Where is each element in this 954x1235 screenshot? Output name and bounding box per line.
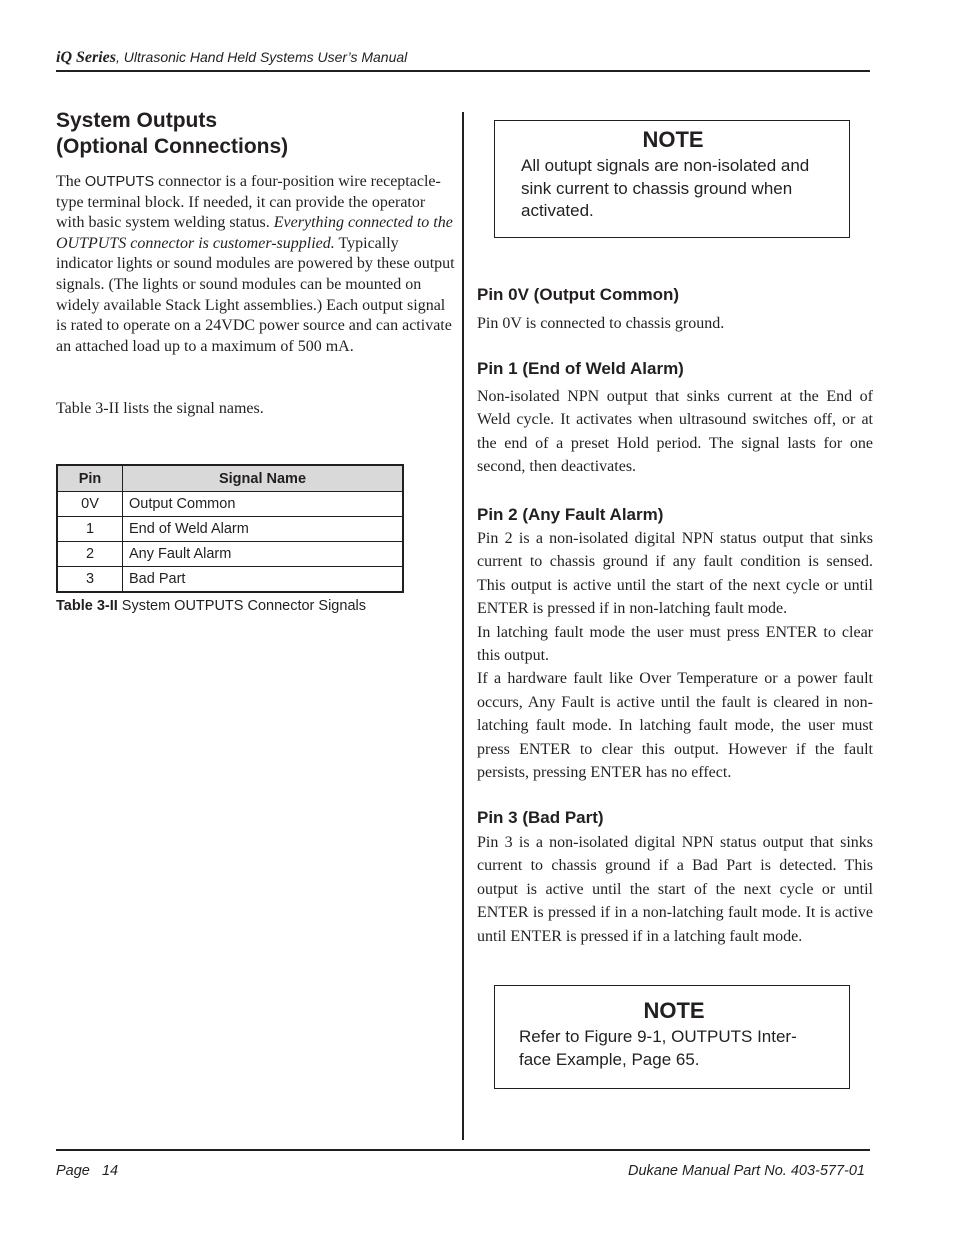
intro-italic: Everything connected to the OUTPUTS connector is customer-supplied. (56, 214, 453, 252)
note-body-line2: face Example, Page 65. (519, 1049, 700, 1069)
footer-rule (56, 1149, 870, 1151)
signal-cell: Bad Part (123, 567, 404, 593)
section-title-line2: (Optional Connections) (56, 135, 289, 158)
section-title (56, 108, 288, 160)
pin2-text (477, 527, 873, 784)
series-brand: iQ Series (56, 49, 116, 66)
signal-cell: Output Common (123, 492, 404, 517)
pin2-para1: Pin 2 is a non-isolated digital NPN status output that sinks current to chassis ground if any fault condition is sensed. This output is active until the start of the next cycle or until ENTER is pressed if in non-latching fault mode. (477, 530, 873, 618)
pin-cell: 3 (57, 567, 123, 593)
pin1-heading: Pin 1 (End of Weld Alarm) (477, 359, 684, 378)
pin3-heading: Pin 3 (Bad Part) (477, 808, 604, 827)
pin2-para3: If a hardware fault like Over Temperature or a power fault occurs, Any Fault is active until the fault is cleared in non-latching fault mode. In latching fault mode, the user must press ENTER to clear this output. However if the fault persists, pressing ENTER has no effect. (477, 670, 873, 782)
intro-paragraph (56, 172, 456, 357)
pin2-heading: Pin 2 (Any Fault Alarm) (477, 505, 664, 524)
note-box-1 (494, 120, 850, 238)
note-title: NOTE (642, 127, 704, 152)
pin2-para2: In latching fault mode the user must press ENTER to clear this output. (477, 623, 873, 665)
table-caption (56, 598, 366, 614)
note-title: NOTE (643, 998, 705, 1023)
part-number: Dukane Manual Part No. 403-577-01 (628, 1163, 865, 1179)
caption-label: Table 3-II (56, 598, 118, 614)
note-body-line1: Refer to Figure 9-1, OUTPUTS Inter- (519, 1027, 797, 1046)
caption-text: System OUTPUTS Connector Signals (117, 598, 366, 614)
pin0-heading: Pin 0V (Output Common) (477, 285, 680, 304)
header-signal-name: Signal Name (123, 465, 404, 492)
table-header-row (57, 465, 403, 492)
pin-cell: 1 (57, 517, 123, 542)
intro-keyword: OUTPUTS (84, 174, 155, 190)
pin0-text: Pin 0V is connected to chassis ground. (477, 315, 725, 332)
table-row (57, 492, 403, 517)
column-divider (462, 112, 464, 1140)
page-number: Page 14 (56, 1163, 119, 1179)
table-row (57, 517, 403, 542)
header-rule (56, 70, 870, 72)
table-row (57, 542, 403, 567)
pin3-text: Pin 3 is a non-isolated digital NPN status output that sinks current to chassis ground if a Bad Part is detected. This output is active until the start of the next cycle or until ENTER is pressed if in a non-latching fault mode. It is active until ENTER is pressed if in a latching fault mode. (477, 834, 873, 945)
intro-text-3: Typically indicator lights or sound modules are powered by these output signals. (The lights or sound modules can be mounted on widely available Stack Light assemblies.) Each output signal is rated to operate on a 24VDC power source and can activate an attached load up to a maximum of 500 mA. (56, 234, 455, 355)
signal-cell: End of Weld Alarm (123, 517, 404, 542)
pin-cell: 2 (57, 542, 123, 567)
intro-text-1: The (56, 173, 85, 190)
header-pin: Pin (57, 465, 123, 492)
running-header (56, 49, 407, 67)
section-title-line1: System Outputs (56, 109, 218, 132)
table-reference: Table 3-II lists the signal names. (56, 400, 264, 417)
table-row (57, 567, 403, 593)
note-body: All outupt signals are non-isolated and sink current to chassis ground when activated. (521, 156, 810, 220)
note-box-2 (494, 985, 850, 1089)
signal-cell: Any Fault Alarm (123, 542, 404, 567)
intro-text-2: connector is a four-position wire receptacle-type terminal block. If needed, it can provide the operator with basic system welding status. (56, 173, 441, 232)
manual-title: , Ultrasonic Hand Held Systems User’s Manual (116, 49, 408, 65)
signal-table (56, 464, 404, 593)
pin-cell: 0V (57, 492, 123, 517)
pin1-text: Non-isolated NPN output that sinks current at the End of Weld cycle. It activates when ultrasound switches off, or at the end of a preset Hold period. The signal lasts for one second, then deactivates. (477, 388, 873, 476)
